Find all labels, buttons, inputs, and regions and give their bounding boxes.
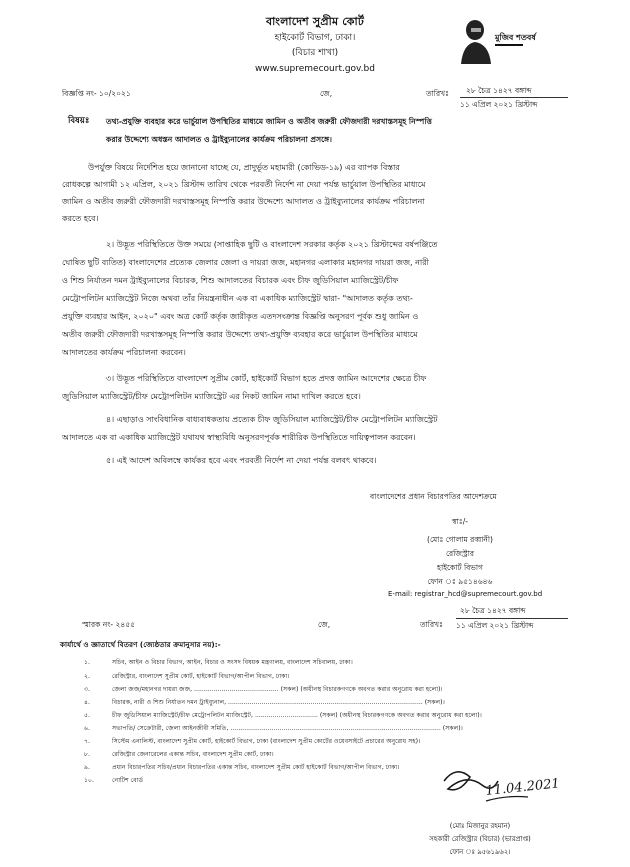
memo-date-english: ১১ এপ্রিল ২০২১ খ্রিস্টাব্দ	[456, 621, 534, 630]
notice-date-label: তারিখঃ	[426, 89, 449, 98]
dist-item-num: ২.	[84, 673, 90, 680]
dist-item-text: সচিব, আইন ও বিচার বিভাগ, আইন, বিচার ও সংসদ বিষয়ক মন্ত্রণালয়, বাংলাদেশ সচিবালয়, ঢাকা।	[112, 659, 353, 666]
notice-date-bangla: ২৮ চৈত্র ১৪২৭ বঙ্গাব্দ	[466, 86, 532, 95]
distribution-heading: কার্যার্থে ও জ্ঞাতার্থে বিতরণ (জ্যেষ্ঠতার ক্রমানুসার নয়):-	[60, 640, 221, 649]
handwritten-date: 11.04.2021	[484, 776, 561, 799]
subject-line-1: তথ্য-প্রযুক্তি ব্যবহার করে ভার্চুয়াল উপস্থিতির মাধ্যমে জামিন ও অতীব জরুরী ফৌজদারী দরখাস্তসমূহ নিস্পত্তি	[106, 117, 432, 126]
para2-line3: ও শিশু নির্যাতন দমন ট্রাইব্যুনালের বিচারক, শিশু আদালতের বিচারক এবং চীফ জুডিসিয়াল ম্যাজিস্ট্রেট/চীফ	[62, 276, 399, 285]
dist-item-num: ৭.	[84, 738, 90, 745]
dist-item-num: ১০.	[84, 777, 95, 784]
para5-line1: ৫। এই আদেশ অবিলম্বে কার্যকর হবে এবং পরবর্তী নির্দেশ না দেয়া পর্যন্ত বলবৎ থাকবে।	[106, 456, 377, 465]
para1-line4: করতে হবে।	[62, 214, 99, 223]
para2-line4: মেট্রোপলিটন ম্যাজিস্ট্রেট নিজে অথবা তাঁর নিয়ন্ত্রনাধীন এক বা একাধিক ম্যাজিস্ট্রেট দ্বারা- "আদালত কর্তৃক তথ্য-	[62, 294, 413, 303]
dist-item-text: প্রধান বিচারপতির সচিব/প্রধান বিচারপতির একান্ত সচিব, বাংলাদেশ সুপ্রীম কোর্ট হাইকোর্ট বিভাগ/আপীল বিভাগ, ঢাকা।	[112, 764, 400, 771]
memo-date-label: তারিখঃ	[420, 620, 443, 629]
dist-item-num: ৪.	[84, 699, 90, 706]
para1-line2: রোধকল্পে আগামী ১২ এপ্রিল, ২০২১ খ্রিস্টাব্দ তারিখ থেকে পরবর্তী নির্দেশ না দেয়া পর্যন্ত ভার্চুয়াল উপস্থিতির মাধ্যমে	[62, 180, 426, 189]
para2-line2: ঘোষিত ছুটি ব্যতিত) বাংলাদেশের প্রত্যেক জেলার জেলা ও দায়রা জজ, মহানগর এলাকার মহানগর দায়রা জজ, নারী	[62, 258, 429, 267]
dist-item-text: সভাপতি/ সেক্রেটারী, জেলা আইনজীবী সমিতি, ........................................................................................................... (সকল)।	[112, 725, 463, 732]
dist-item-num: ৩.	[84, 686, 90, 693]
signatory1-email: E-mail: registrar_hcd@supremecourt.gov.bd	[388, 590, 543, 598]
dist-item-num: ৮.	[84, 751, 90, 758]
mujib-portrait-logo	[455, 14, 536, 66]
handwritten-signature	[436, 763, 566, 821]
para2-line5: প্রযুক্তি ব্যবহার আইন, ২০২০" এবং অত্র কোর্ট কর্তৃক জারীকৃত এতদসংক্রান্ত বিজ্ঞপ্তি অনুসরণ পূর্বক শুধু জামিন ও	[62, 312, 419, 321]
order-by-chief-justice: বাংলাদেশের প্রধান বিচারপতির আদেশক্রমে	[370, 492, 497, 501]
division-name: হাইকোর্ট বিভাগ, ঢাকা।	[274, 33, 356, 43]
notice-date-english: ১১ এপ্রিল ২০২১ খ্রিস্টাব্দ	[460, 100, 538, 109]
signatory2-phone: ফোন ঃ ৯৫৬১৯৬২।	[449, 848, 511, 856]
dist-item-text: রেজিস্ট্রার, বাংলাদেশ সুপ্রীম কোর্ট, হাইকোর্ট বিভাগ/আপীল বিভাগ, ঢাকা।	[112, 673, 290, 680]
signatory1-title: রেজিস্ট্রার	[445, 549, 474, 558]
dist-item-num: ৬.	[84, 725, 90, 732]
para4-line2: আদালতে এক বা একাধিক ম্যাজিস্ট্রেট যথাযথ স্বাস্থ্যবিধি অনুসরণপূর্বক শারীরিক উপস্থিতিতে দায়িত্বপালন করবেন।	[62, 433, 416, 442]
dist-item-text: নোটিশ বোর্ড	[112, 777, 144, 784]
signatory1-division: হাইকোর্ট বিভাগ	[437, 563, 483, 572]
memo-number: স্মারক নং- ২৪৫৫	[82, 620, 136, 629]
dist-item-text: চীফ জুডিসিয়াল ম্যাজিস্ট্রেট/চীফ মেট্রোপলিটন ম্যাজিস্ট্রেট, ................................ (সকল) (অধীনস্থ বিচারকগণকে অবগত করার অনুরোধ করা হলো)।	[112, 712, 482, 719]
signatory1-name: (মোঃ গোলাম রব্বানী)	[427, 535, 493, 544]
dist-item-num: ৯.	[84, 764, 90, 771]
dist-item-text: সিস্টেম এনালিস্ট, বাংলাদেশ সুপ্রীম কোর্ট, হাইকোর্ট বিভাগ, ঢাকা (বাংলাদেশ সুপ্রীম কোর্টের ওয়েবসাইটে প্রচারের অনুরোধ সহ)।	[112, 738, 421, 745]
notice-je: জে,	[320, 89, 333, 98]
memo-je: জে,	[318, 620, 331, 629]
para3-line1: ৩। উদ্ভূত পরিস্থিতিতে বাংলাদেশ সুপ্রীম কোর্ট, হাইকোর্ট বিভাগ হতে প্রদত্ত জামিন আদেশের ক্ষেত্রে চীফ	[106, 374, 427, 383]
website-url: www.supremecourt.gov.bd	[255, 64, 375, 74]
dist-item-text: রেজিস্ট্রার জেনারেলের একান্ত সচিব, বাংলাদেশ সুপ্রীম কোর্ট, ঢাকা।	[112, 751, 274, 758]
portrait-caption: মুজিব শতবর্ষ	[495, 33, 536, 42]
notice-number: বিজ্ঞপ্তি নং- ১০/২০২১	[62, 89, 131, 98]
signatory1-sign-mark: স্বাঃ/-	[452, 517, 468, 526]
court-name: বাংলাদেশ সুপ্রীম কোর্ট	[265, 15, 365, 28]
dist-item-text: জেলা জজ/মহানগর দায়রা জজ, ........................................... (সকল) (অধীনস্থ বিচারকগণকে অবগত করার অনুরোধ করা হলো)।	[112, 686, 443, 693]
signatory1-phone: ফোন ঃ ৯৫১৪৬৪৬	[427, 577, 493, 586]
dist-item-num: ৫.	[84, 712, 90, 719]
para1-line1: উপর্যুক্ত বিষয়ে নির্দেশিত হয়ে জানানো যাচ্ছে যে, প্রাদুর্ভূত মহামারী (কোভিড-১৯) এর ব্যাপক বিস্তার	[88, 163, 400, 172]
subject-line-2: করার উদ্দেশ্যে অধস্তন আদালত ও ট্রাইব্যুনালের কার্যক্রম পরিচালনা প্রসঙ্গে।	[106, 135, 332, 144]
date-divider	[460, 97, 568, 98]
signatory2-name: (মোঃ মিজানুর রহমান)	[449, 822, 511, 830]
memo-date-divider	[456, 618, 568, 619]
para2-line6: অতীব জরুরী ফৌজদারী দরখাস্তসমূহ নিস্পত্তি করার উদ্দেশ্যে তথ্য-প্রযুক্তি ব্যবহার করে ভার্চুয়াল উপস্থিতির মাধ্যমে	[62, 330, 418, 339]
para1-line3: জামিন ও অতীব জরুরী ফৌজদারী দরখাস্তসমূহ নিস্পত্তি করার উদ্দেশ্যে আদালত ও ট্রাইব্যুনালের কার্যক্রম পরিচালনা	[62, 197, 425, 206]
para2-line1: ২। উদ্ভূত পরিস্থিতিতে উক্ত সময়ে (সাপ্তাহিক ছুটি ও বাংলাদেশ সরকার কর্তৃক ২০২১ খ্রিস্টাব্দের বর্ষপঞ্জিতে	[106, 240, 438, 249]
para2-line7: আদালতের কার্যক্রম পরিচালনা করবেন।	[62, 348, 186, 357]
signatory2-title: সহকারী রেজিস্ট্রার (বিচার) (ভারপ্রাপ্ত)	[429, 835, 531, 843]
section-name: (বিচার শাখা)	[291, 48, 339, 58]
subject-label: বিষয়ঃ	[68, 116, 90, 126]
dist-item-text: বিচারক, নারী ও শিশু নির্যাতন দমন ট্রাইব্যুনাল, ................................................................................................... (সকল)।	[112, 699, 445, 706]
para4-line1: ৪। এছাড়াও সাংবিধানিক বাধ্যবাধকতায় প্রত্যেক চীফ জুডিসিয়াল ম্যাজিস্ট্রেট/চীফ মেট্রোপলিটন ম্যাজিস্ট্রেট	[106, 415, 438, 424]
memo-date-bangla: ২৮ চৈত্র ১৪২৭ বঙ্গাব্দ	[460, 606, 526, 615]
para3-line2: জুডিসিয়াল ম্যাজিস্ট্রেট/চীফ মেট্রোপলিটন ম্যাজিস্ট্রেট এর নিকট জামিন নামা দাখিল করতে হবে।	[62, 392, 361, 401]
dist-item-num: ১.	[84, 659, 90, 666]
